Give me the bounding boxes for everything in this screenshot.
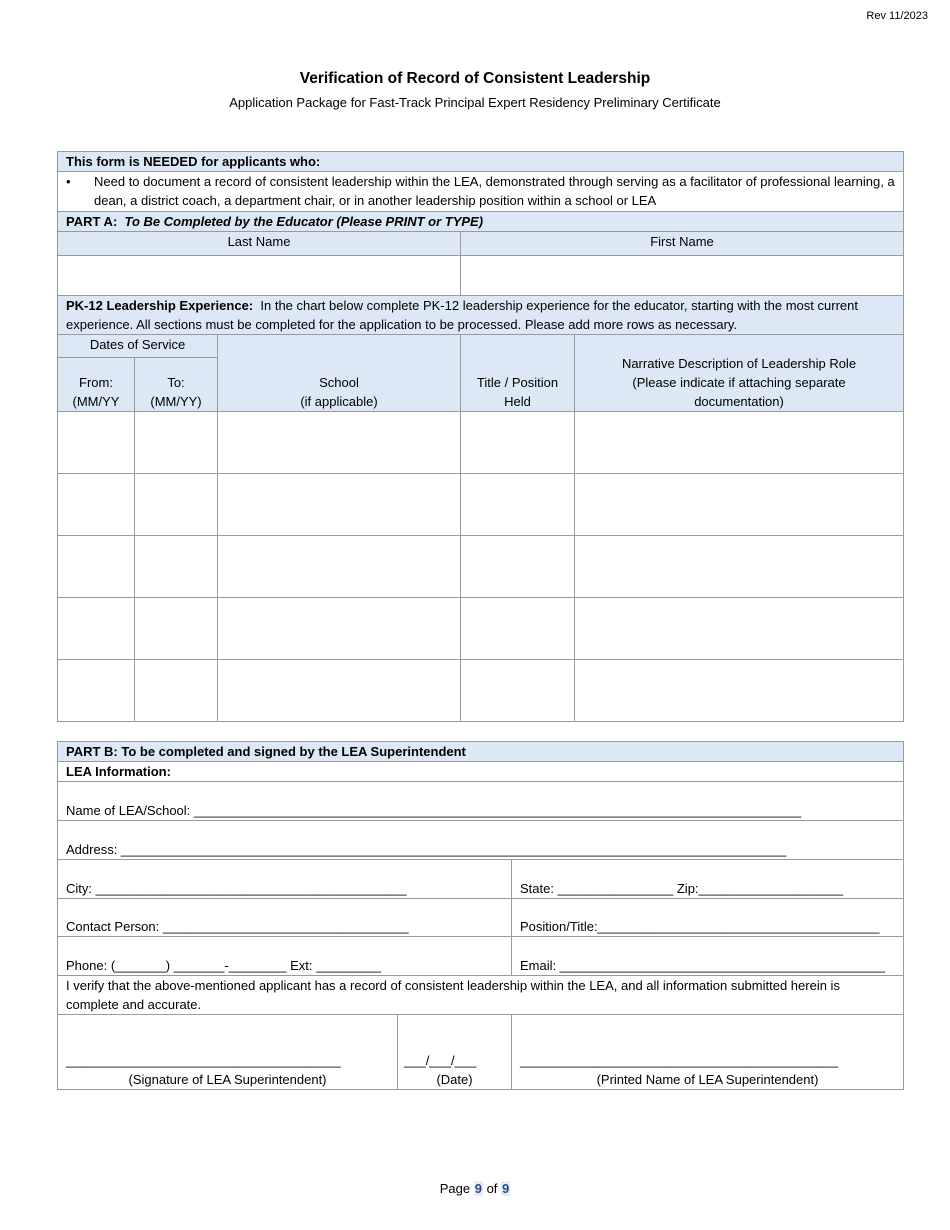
narrative-cell[interactable] — [575, 660, 904, 722]
experience-row — [58, 660, 904, 722]
to-cell[interactable] — [135, 660, 218, 722]
contact-person-field[interactable]: Contact Person: __________________________________ — [58, 899, 512, 937]
first-name-header: First Name — [461, 232, 904, 256]
title-cell[interactable] — [461, 474, 575, 536]
part-a-heading — [58, 212, 904, 232]
dates-of-service-header: Dates of Service — [58, 335, 218, 358]
first-name-field[interactable] — [461, 256, 904, 296]
to-cell[interactable] — [135, 412, 218, 474]
from-cell[interactable] — [58, 474, 135, 536]
form-title: Verification of Record of Consistent Leadership — [299, 70, 651, 87]
title-cell[interactable] — [461, 660, 575, 722]
experience-label: PK-12 Leadership Experience: — [66, 298, 254, 313]
experience-row — [58, 412, 904, 474]
page-current: 9 — [474, 1181, 482, 1196]
signature-label: (Signature of LEA Superintendent) — [128, 1072, 327, 1087]
narrative-cell[interactable] — [575, 412, 904, 474]
school-header: School (if applicable) — [218, 335, 461, 412]
page-footer — [0, 1181, 950, 1196]
to-cell[interactable] — [135, 474, 218, 536]
title-position-header: Title / Position Held — [461, 335, 575, 412]
lea-name-field[interactable]: Name of LEA/School: ____________________________________________________________________________________ — [58, 782, 904, 821]
narrative-header: Narrative Description of Leadership Role (Please indicate if attaching separate documentation) — [575, 335, 904, 412]
title-cell[interactable] — [461, 598, 575, 660]
needed-heading: This form is NEEDED for applicants who: — [58, 152, 904, 172]
narrative-cell[interactable] — [575, 536, 904, 598]
school-cell[interactable] — [218, 412, 461, 474]
page-word: Page — [439, 1181, 471, 1196]
from-cell[interactable] — [58, 660, 135, 722]
narrative-cell[interactable] — [575, 474, 904, 536]
part-a-table — [57, 151, 904, 722]
email-field[interactable]: Email: _____________________________________________ — [512, 937, 904, 976]
page-of: of — [486, 1181, 498, 1196]
page-total: 9 — [502, 1181, 510, 1196]
title-cell[interactable] — [461, 412, 575, 474]
experience-row — [58, 598, 904, 660]
experience-text: In the chart below complete PK-12 leadership experience for the educator, starting with the most current experience. All sections must be completed for the application to be processed. Please add more rows as necessary. — [66, 298, 858, 332]
city-field[interactable]: City: ___________________________________________ — [58, 860, 512, 899]
needed-bullet-text: Need to document a record of consistent leadership within the LEA, demonstrated through serving as a facilitator of professional learning, a dean, a district coach, a department chair, or in another leadership position within a school or LEA — [94, 174, 895, 208]
last-name-header: Last Name — [58, 232, 461, 256]
part-b-table — [57, 741, 904, 1090]
part-b-heading: PART B: To be completed and signed by the LEA Superintendent — [58, 742, 904, 762]
to-cell[interactable] — [135, 598, 218, 660]
from-header: From: (MM/YY — [58, 358, 135, 412]
lea-information-label: LEA Information: — [58, 762, 904, 782]
part-a-label: PART A: — [66, 214, 118, 229]
needed-bullet-item — [58, 172, 904, 212]
signature-line: ______________________________________ — [66, 1053, 341, 1068]
verification-statement: I verify that the above-mentioned applicant has a record of consistent leadership within the LEA, and all information submitted herein is complete and accurate. — [58, 976, 904, 1015]
school-cell[interactable] — [218, 598, 461, 660]
date-block[interactable] — [398, 1015, 512, 1090]
school-cell[interactable] — [218, 474, 461, 536]
revision-label: Rev 11/2023 — [866, 10, 928, 22]
state-zip-field[interactable]: State: ________________ Zip:____________________ — [512, 860, 904, 899]
date-label: (Date) — [436, 1072, 473, 1087]
title-cell[interactable] — [461, 536, 575, 598]
bullet-icon: • — [66, 174, 71, 189]
experience-row — [58, 474, 904, 536]
school-cell[interactable] — [218, 660, 461, 722]
last-name-field[interactable] — [58, 256, 461, 296]
printed-name-label: (Printed Name of LEA Superintendent) — [596, 1072, 819, 1087]
printed-name-line: ____________________________________________ — [520, 1053, 839, 1068]
address-field[interactable]: Address: ____________________________________________________________________________________________ — [58, 821, 904, 860]
experience-instructions — [58, 296, 904, 335]
school-cell[interactable] — [218, 536, 461, 598]
from-cell[interactable] — [58, 412, 135, 474]
form-subtitle: Application Package for Fast-Track Principal Expert Residency Preliminary Certificate — [229, 95, 721, 110]
position-title-field[interactable]: Position/Title:_______________________________________ — [512, 899, 904, 937]
from-cell[interactable] — [58, 598, 135, 660]
to-header: To: (MM/YY) — [135, 358, 218, 412]
from-cell[interactable] — [58, 536, 135, 598]
date-line: ___/___/___ — [404, 1053, 477, 1068]
printed-name-block[interactable] — [512, 1015, 904, 1090]
narrative-cell[interactable] — [575, 598, 904, 660]
part-a-instructions: To Be Completed by the Educator (Please PRINT or TYPE) — [124, 214, 484, 229]
to-cell[interactable] — [135, 536, 218, 598]
experience-row — [58, 536, 904, 598]
signature-block[interactable] — [58, 1015, 398, 1090]
phone-field[interactable]: Phone: (_______) _______-________ Ext: _________ — [58, 937, 512, 976]
